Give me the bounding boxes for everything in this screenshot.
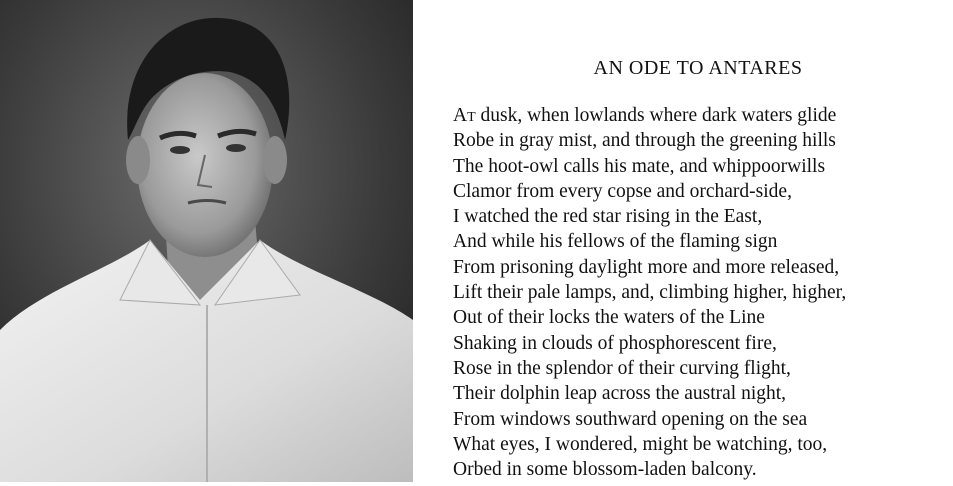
poem-title: AN ODE TO ANTARES [593,57,803,79]
poem-first-line-rest: dusk, when lowlands where dark waters glide [475,105,837,126]
portrait-photo [0,0,413,482]
poem-line: The hoot-owl calls his mate, and whippoorwills [453,155,826,177]
poem-first-word: At [453,105,476,126]
poem-line: And while his fellows of the flaming sign [453,231,778,253]
poem-line: Robe in gray mist, and through the greening hills [453,130,836,152]
poem-body [453,103,846,482]
poem-line: Clamor from every copse and orchard-side, [453,180,792,202]
poem-line: What eyes, I wondered, might be watching, too, [453,433,828,455]
poem-line [453,103,846,128]
poem-line: Rose in the splendor of their curving flight, [453,357,791,379]
poem-page [413,0,953,482]
poem-line: Their dolphin leap across the austral night, [453,383,787,405]
poem-line: From prisoning daylight more and more released, [453,256,840,278]
poem-line: I watched the red star rising in the East, [453,206,763,228]
portrait-image-icon [0,0,413,482]
poem-line: Lift their pale lamps, and, climbing higher, higher, [453,282,847,304]
poem-line: Shaking in clouds of phosphorescent fire, [453,332,777,354]
poem-line: Orbed in some blossom-laden balcony. [453,459,757,481]
poem-line: Out of their locks the waters of the Line [453,307,765,329]
poem-line: From windows southward opening on the sea [453,408,808,430]
